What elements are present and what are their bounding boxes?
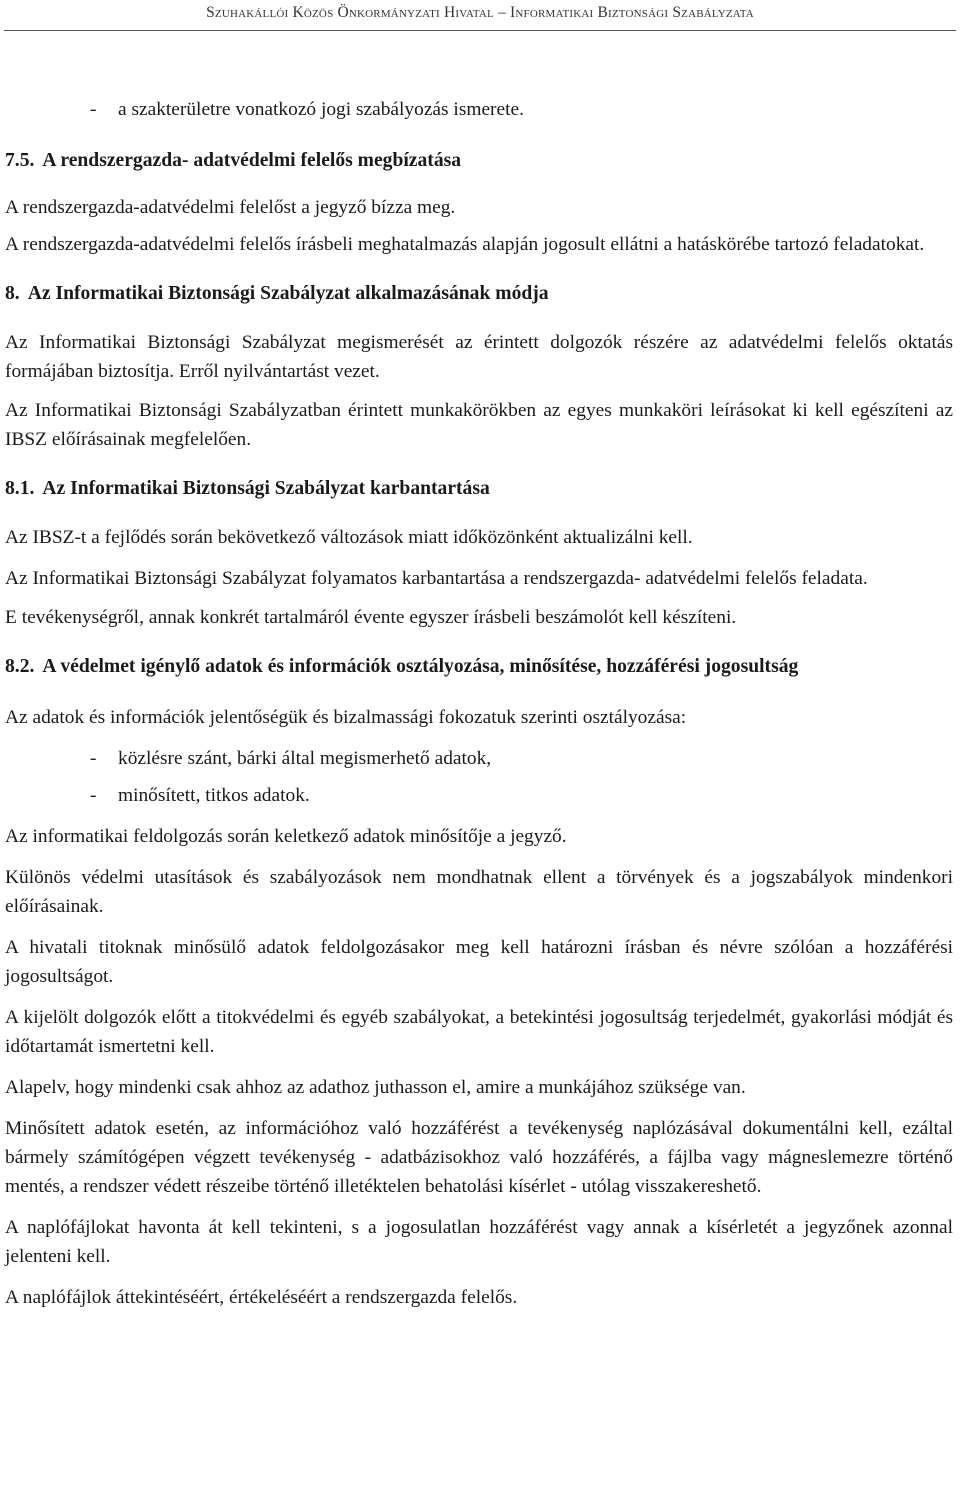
header-divider: [4, 30, 956, 31]
paragraph: A naplófájlokat havonta át kell tekinteni, s a jogosulatlan hozzáférést vagy annak a kísérletét a jegyzőnek azonnal jelenteni kell.: [5, 1217, 953, 1267]
section-title: Az Informatikai Biztonsági Szabályzat alkalmazásának módja: [27, 283, 549, 304]
list-item: [5, 781, 953, 810]
page-header: Szuhakállói Közös Önkormányzati Hivatal – Informatikai Biztonsági Szabályzata: [206, 4, 754, 21]
section-heading-7-5: [5, 146, 953, 175]
list-item: [5, 744, 953, 773]
paragraph: Különös védelmi utasítások és szabályozások nem mondhatnak ellent a törvények és a jogszabályok mindenkori előírásainak.: [5, 867, 953, 917]
list-dash: -: [90, 748, 97, 769]
list-item-text: minősített, titkos adatok.: [118, 785, 310, 806]
list-item-text: a szakterületre vonatkozó jogi szabályozás ismerete.: [118, 99, 524, 120]
list-dash: -: [90, 99, 97, 120]
section-heading-8: [5, 279, 953, 308]
section-number: 8.1.: [5, 478, 35, 499]
paragraph: A naplófájlok áttekintéséért, értékeléséért a rendszergazda felelős.: [5, 1287, 518, 1308]
paragraph: A rendszergazda-adatvédelmi felelőst a jegyző bízza meg.: [5, 197, 456, 218]
paragraph: Az IBSZ-t a fejlődés során bekövetkező változások miatt időközönként aktualizálni kell.: [5, 527, 693, 548]
list-item: [5, 95, 953, 124]
paragraph: A rendszergazda-adatvédelmi felelős írásbeli meghatalmazás alapján jogosult ellátni a hatáskörébe tartozó feladatokat.: [5, 234, 925, 255]
paragraph: E tevékenységről, annak konkrét tartalmáról évente egyszer írásbeli beszámolót kell készíteni.: [5, 607, 737, 628]
paragraph: A hivatali titoknak minősülő adatok feldolgozásakor meg kell határozni írásban és névre szólóan a hozzáférési jogosultságot.: [5, 937, 953, 987]
section-title: A rendszergazda- adatvédelmi felelős megbízatása: [42, 150, 462, 171]
paragraph: Az Informatikai Biztonsági Szabályzat megismerését az érintett dolgozók részére az adatvédelmi felelős oktatás formájában biztosítja. Erről nyilvántartást vezet.: [5, 332, 953, 382]
section-number: 7.5.: [5, 150, 35, 171]
section-title: Az Informatikai Biztonsági Szabályzat karbantartása: [42, 478, 490, 499]
paragraph: Alapelv, hogy mindenki csak ahhoz az adathoz juthasson el, amire a munkájához szüksége van.: [5, 1077, 746, 1098]
document-body: [5, 95, 953, 1312]
section-number: 8.2.: [5, 656, 35, 677]
paragraph: Az informatikai feldolgozás során keletkező adatok minősítője a jegyző.: [5, 826, 567, 847]
section-number: 8.: [5, 283, 20, 304]
section-heading-8-1: [5, 474, 953, 503]
paragraph: A kijelölt dolgozók előtt a titokvédelmi és egyéb szabályokat, a betekintési jogosultság terjedelmét, gyakorlási módját és időtartamát ismertetni kell.: [5, 1007, 953, 1057]
paragraph: Az adatok és információk jelentőségük és bizalmassági fokozatuk szerinti osztályozása:: [5, 707, 687, 728]
paragraph: Minősített adatok esetén, az információhoz való hozzáférést a tevékenység naplózásával dokumentálni kell, ezáltal bármely számítógépen végzett tevékenység - adatbázisokhoz való hozzáférés, a fájlba vagy mágneslemezre történő mentés, a rendszer védett részeibe történő illetéktelen behatolási kísérlet - utólag visszakereshető.: [5, 1118, 953, 1197]
list-dash: -: [90, 785, 97, 806]
section-title: A védelmet igénylő adatok és információk osztályozása, minősítése, hozzáférési jogosultság: [42, 656, 799, 677]
list-item-text: közlésre szánt, bárki által megismerhető adatok,: [118, 748, 492, 769]
paragraph: Az Informatikai Biztonsági Szabályzatban érintett munkakörökben az egyes munkaköri leírásokat ki kell egészíteni az IBSZ előírásainak megfelelően.: [5, 400, 953, 450]
paragraph: Az Informatikai Biztonsági Szabályzat folyamatos karbantartása a rendszergazda- adatvédelmi felelős feladata.: [5, 568, 868, 589]
section-heading-8-2: [5, 652, 953, 681]
